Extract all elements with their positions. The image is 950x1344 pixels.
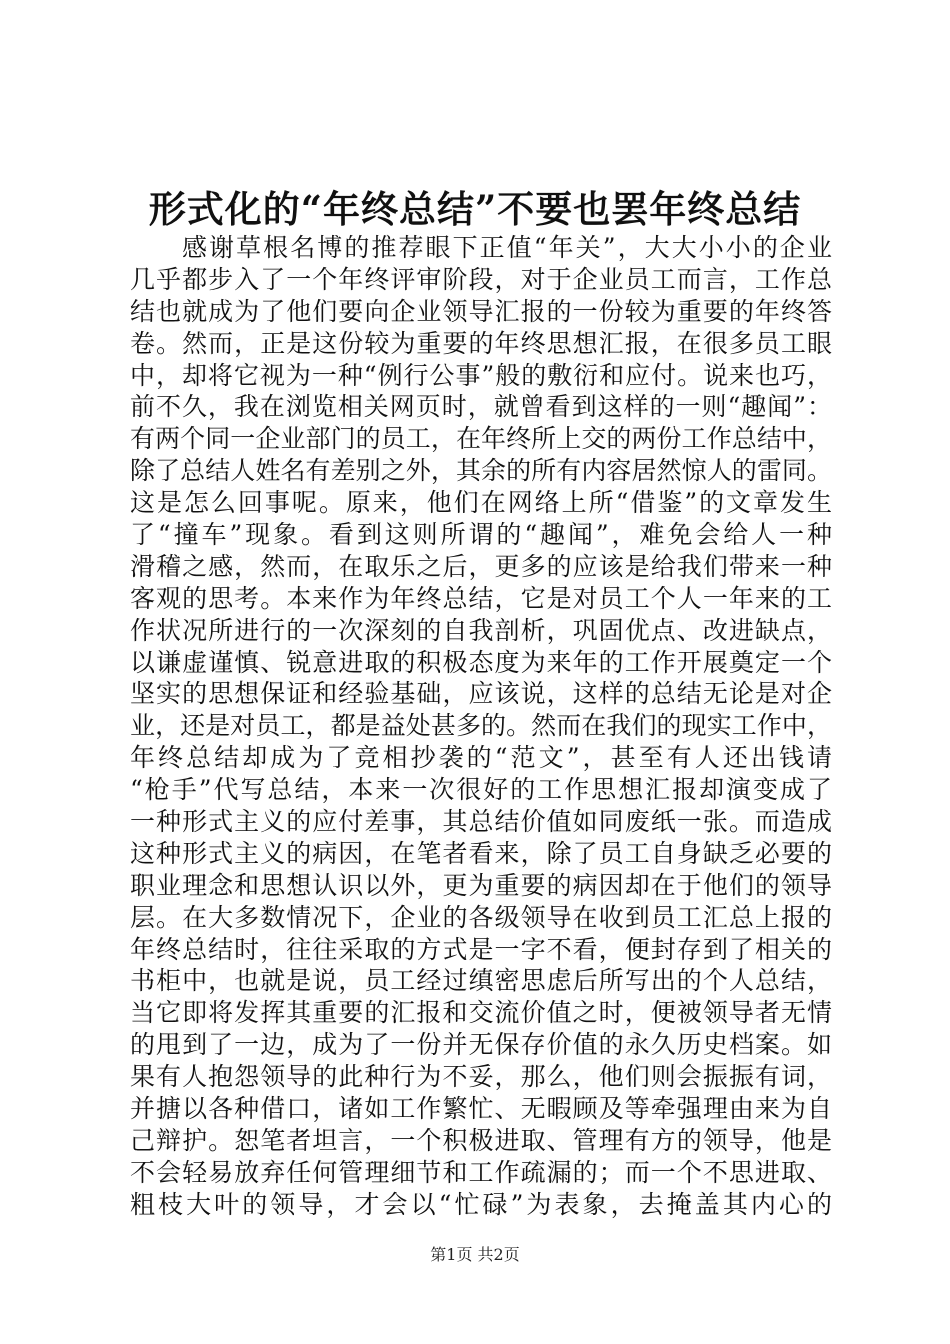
text-line: 除了总结人姓名有差别之外，其余的所有内容居然惊人的雷同。 xyxy=(130,456,832,486)
text-line: 己辩护。恕笔者坦言，一个积极进取、管理有方的领导，他是 xyxy=(130,1125,832,1155)
text-line: 以谦虚谨慎、锐意进取的积极态度为来年的工作开展奠定一个 xyxy=(130,647,832,677)
text-line: 坚实的思想保证和经验基础，应该说，这样的总结无论是对企 xyxy=(130,679,832,709)
body-paragraph xyxy=(130,232,832,1221)
text-line: 并搪以各种借口，诸如工作繁忙、无暇顾及等牵强理由来为自 xyxy=(130,1094,832,1124)
text-line: 卷。然而，正是这份较为重要的年终思想汇报，在很多员工眼 xyxy=(130,328,832,358)
text-line: 中，却将它视为一种“例行公事”般的敷衍和应付。说来也巧， xyxy=(130,360,832,390)
text-line: 不会轻易放弃任何管理细节和工作疏漏的；而一个不思进取、 xyxy=(130,1157,832,1187)
text-line: 几乎都步入了一个年终评审阶段，对于企业员工而言，工作总 xyxy=(130,264,832,294)
text-line: 的甩到了一边，成为了一份并无保存价值的永久历史档案。如 xyxy=(130,1030,832,1060)
document-title: 形式化的“年终总结”不要也罢年终总结 xyxy=(148,187,802,231)
text-line: 前不久，我在浏览相关网页时，就曾看到这样的一则“趣闻”： xyxy=(130,392,832,422)
text-line: 结也就成为了他们要向企业领导汇报的一份较为重要的年终答 xyxy=(130,296,832,326)
text-line: 职业理念和思想认识以外，更为重要的病因却在于他们的领导 xyxy=(130,870,832,900)
text-line: 书柜中，也就是说，员工经过缜密思虑后所写出的个人总结， xyxy=(130,966,832,996)
text-line: 业，还是对员工，都是益处甚多的。然而在我们的现实工作中， xyxy=(130,711,832,741)
text-line: 粗枝大叶的领导，才会以“忙碌”为表象，去掩盖其内心的 xyxy=(130,1189,832,1219)
text-line: 这是怎么回事呢。原来，他们在网络上所“借鉴”的文章发生 xyxy=(130,488,832,518)
text-line: 滑稽之感，然而，在取乐之后，更多的应该是给我们带来一种 xyxy=(130,551,832,581)
text-line: 有两个同一企业部门的员工，在年终所上交的两份工作总结中， xyxy=(130,424,832,454)
text-line: 层。在大多数情况下，企业的各级领导在收到员工汇总上报的 xyxy=(130,902,832,932)
text-line: 年终总结时，往往采取的方式是一字不看，便封存到了相关的 xyxy=(130,934,832,964)
text-line: 作状况所进行的一次深刻的自我剖析，巩固优点、改进缺点， xyxy=(130,615,832,645)
text-line: 果有人抱怨领导的此种行为不妥，那么，他们则会振振有词， xyxy=(130,1062,832,1092)
text-line: 感谢草根名博的推荐眼下正值“年关”，大大小小的企业 xyxy=(182,233,832,262)
text-line: 这种形式主义的病因，在笔者看来，除了员工自身缺乏必要的 xyxy=(130,838,832,868)
text-line: 一种形式主义的应付差事，其总结价值如同废纸一张。而造成 xyxy=(130,807,832,837)
text-line: 了“撞车”现象。看到这则所谓的“趣闻”，难免会给人一种 xyxy=(130,520,832,550)
page-number-footer: 第1页 共2页 xyxy=(430,1245,520,1264)
text-line: 年终总结却成为了竞相抄袭的“范文”，甚至有人还出钱请 xyxy=(130,743,832,773)
text-line: 客观的思考。本来作为年终总结，它是对员工个人一年来的工 xyxy=(130,583,832,613)
text-line: 当它即将发挥其重要的汇报和交流价值之时，便被领导者无情 xyxy=(130,998,832,1028)
text-line: “枪手”代写总结，本来一次很好的工作思想汇报却演变成了 xyxy=(130,775,832,805)
